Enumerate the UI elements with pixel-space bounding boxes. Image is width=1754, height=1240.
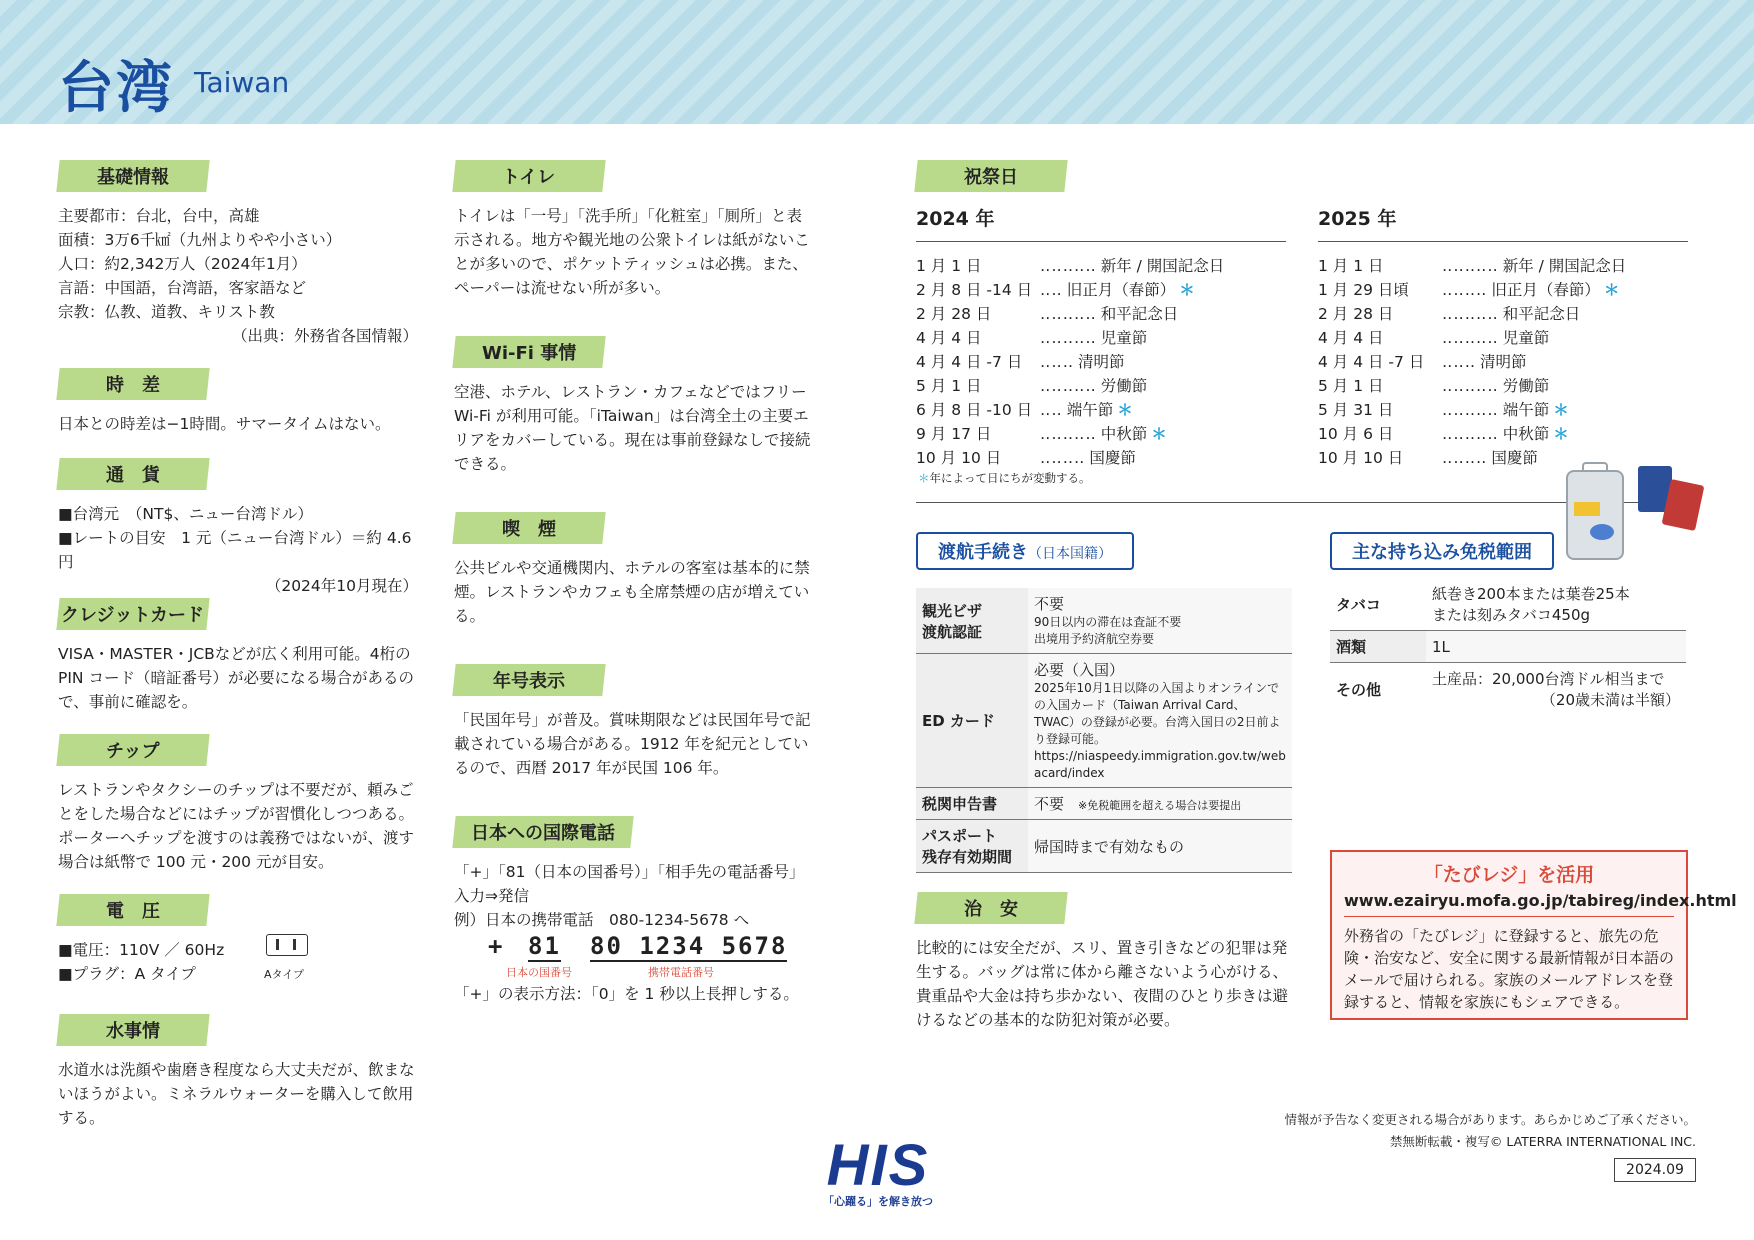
holiday-row: [916, 302, 1286, 326]
basic-row: 人口：約2,342万人（2024年1月）: [58, 255, 307, 273]
phone-line: 「+」「81（日本の国番号）」「相手先の電話番号」: [454, 863, 805, 881]
visa-value: 不要: [1034, 595, 1065, 613]
plug-line: ■プラグ：A タイプ: [58, 965, 196, 983]
variable-date-marker: ＊: [1179, 281, 1195, 299]
phone-cc: 81: [528, 932, 561, 960]
phone-line: 入力⇒発信: [454, 887, 529, 905]
holiday-leader: ‥‥‥‥: [1442, 449, 1488, 467]
holiday-leader: ‥‥‥: [1040, 353, 1075, 371]
holiday-leader: ‥‥‥‥‥: [1442, 329, 1499, 347]
holiday-row: [1318, 326, 1688, 350]
era-tag: 年号表示: [452, 664, 605, 696]
phone-number-label: 携帯電話番号: [648, 966, 714, 979]
voltage-tag: 電 圧: [56, 894, 209, 926]
table-row: [916, 820, 1292, 873]
water-text: 水道水は洗顔や歯磨き程度なら大丈夫だが、飲まないほうがよい。ミネラルウォーターを購入して飲用する。: [58, 1061, 415, 1127]
holiday-row: [916, 326, 1286, 350]
toilet-section: [454, 160, 816, 300]
holiday-date: 1 月 1 日: [916, 257, 982, 275]
toilet-text: トイレは「一号」「洗手所」「化粧室」「厠所」と表示される。地方や観光地の公衆トイレは紙がないことが多いので、ポケットティッシュは必携。また、ペーパーは流せない所が多い。: [454, 207, 810, 297]
era-text: 「民国年号」が普及。賞味期限などは民国年号で記載されている場合がある。1912 年を紀元としているので、西暦 2017 年が民国 106 年。: [454, 711, 811, 777]
tabireg-box: [1330, 850, 1737, 1020]
visa-note: 出境用予約済航空券要: [1034, 632, 1155, 646]
basic-row: 言語：中国語，台湾語，客家語など: [58, 279, 307, 297]
dutyfree-section: [1330, 532, 1686, 715]
dutyfree-table: [1330, 578, 1686, 715]
holiday-leader: ‥‥‥‥‥: [1442, 305, 1499, 323]
currency-tag: 通 貨: [56, 458, 209, 490]
wifi-section: [454, 336, 816, 476]
customs-note: ※免税範囲を超える場合は要提出: [1078, 799, 1242, 812]
security-section: [916, 892, 1292, 1032]
holiday-row: [1318, 278, 1688, 302]
alcohol-header: 酒類: [1330, 631, 1426, 663]
holiday-date: 4 月 4 日 -7 日: [1318, 353, 1425, 371]
timediff-text: 日本との時差は−1時間。サマータイムはない。: [58, 415, 391, 433]
column-1: [58, 160, 418, 348]
other-value: （20歳未満は半額）: [1540, 691, 1680, 709]
version-badge: 2024.09: [1614, 1158, 1696, 1182]
holiday-leader: ‥‥‥: [1442, 353, 1477, 371]
holiday-row: [916, 398, 1286, 422]
page-subtitle: Taiwan: [194, 66, 290, 99]
credit-tag: クレジットカード: [56, 598, 209, 630]
his-logo: [812, 1132, 944, 1209]
timediff-section: [58, 368, 418, 436]
holiday-date: 10 月 6 日: [1318, 425, 1394, 443]
star-icon: ＊: [918, 471, 930, 485]
holiday-name: 国慶節: [1089, 449, 1136, 467]
basic-row: 主要都市：台北，台中，高雄: [58, 207, 260, 225]
holidays-note: ＊年によって日にちが変動する。: [918, 471, 1091, 485]
holiday-name: 端午節: [1066, 401, 1114, 419]
ed-note: 2025年10月1日以降の入国よりオンラインでの入国カード（Taiwan Arrival Card、TWAC）の登録が必要。台湾入国日の2日前より登録可能。: [1034, 681, 1281, 746]
holidays-2024: [916, 204, 1286, 470]
holiday-leader: ‥‥‥‥‥: [1040, 257, 1097, 275]
holiday-name: 端午節: [1502, 401, 1550, 419]
holiday-leader: ‥‥: [1040, 401, 1063, 419]
customs-value: 不要: [1034, 795, 1065, 813]
holiday-row: [1318, 350, 1688, 374]
entry-title: 渡航手続き（日本国籍）: [916, 532, 1134, 570]
holiday-name: 清明節: [1078, 353, 1125, 371]
holiday-date: 10 月 10 日: [1318, 449, 1404, 467]
currency-section: [58, 458, 418, 598]
holidays-2025: [1318, 204, 1688, 470]
basic-source: （出典：外務省各国情報）: [231, 327, 418, 345]
holiday-name: 中秋節: [1502, 425, 1550, 443]
variable-date-marker: ＊: [1553, 401, 1569, 419]
holiday-leader: ‥‥: [1040, 281, 1063, 299]
holiday-name: 国慶節: [1491, 449, 1538, 467]
water-tag: 水事情: [56, 1014, 209, 1046]
basic-info: [58, 204, 418, 348]
holiday-date: 2 月 28 日: [916, 305, 992, 323]
holiday-name: 児童節: [1502, 329, 1550, 347]
phone-tag: 日本への国際電話: [452, 816, 633, 848]
holiday-name: 児童節: [1100, 329, 1148, 347]
holiday-date: 6 月 8 日 -10 日: [916, 401, 1033, 419]
year-2024-title: 2024 年: [916, 204, 1286, 242]
timediff-tag: 時 差: [56, 368, 209, 400]
customs-header: 税関申告書: [916, 788, 1028, 820]
holiday-row: [916, 254, 1286, 278]
holiday-name: 労働節: [1502, 377, 1550, 395]
ed-url: https://niaspeedy.immigration.gov.tw/webacard/index: [1034, 749, 1286, 780]
holiday-date: 5 月 31 日: [1318, 401, 1394, 419]
dutyfree-title: 主な持ち込み免税範囲: [1330, 532, 1554, 570]
page-header: [0, 0, 1754, 124]
table-row: [1330, 631, 1686, 663]
holidays-tag: 祝祭日: [914, 160, 1067, 192]
voltage-section: [58, 894, 418, 986]
phone-section: [454, 816, 816, 1006]
holiday-leader: ‥‥‥‥: [1442, 281, 1488, 299]
holiday-date: 9 月 17 日: [916, 425, 992, 443]
other-header: その他: [1330, 663, 1426, 716]
holiday-name: 新年 / 開国記念日: [1502, 257, 1627, 275]
currency-line: ■レートの目安 1 元（ニュー台湾ドル）＝約 4.6 円: [58, 529, 412, 571]
footer-note: 情報が予告なく変更される場合があります。あらかじめご了承ください。: [1284, 1112, 1696, 1127]
passport-value: 帰国時まで有効なもの: [1028, 820, 1292, 873]
holiday-leader: ‥‥‥‥‥: [1040, 377, 1097, 395]
holiday-row: [1318, 398, 1688, 422]
variable-date-marker: ＊: [1603, 281, 1620, 299]
table-row: [1330, 578, 1686, 631]
holiday-date: 10 月 10 日: [916, 449, 1002, 467]
holiday-date: 2 月 8 日 -14 日: [916, 281, 1033, 299]
holiday-date: 1 月 1 日: [1318, 257, 1384, 275]
holiday-name: 清明節: [1480, 353, 1527, 371]
holiday-date: 4 月 4 日: [916, 329, 982, 347]
era-section: [454, 664, 816, 780]
holiday-row: [916, 374, 1286, 398]
holiday-leader: ‥‥‥‥‥: [1442, 257, 1499, 275]
entry-section: [916, 532, 1292, 873]
holiday-row: [1318, 302, 1688, 326]
holiday-date: 1 月 29 日頃: [1318, 281, 1409, 299]
credit-section: [58, 598, 418, 714]
tobacco-value: または刻みタバコ450g: [1432, 606, 1591, 624]
tabireg-title: 「たびレジ」を活用: [1423, 864, 1595, 886]
holiday-date: 4 月 4 日: [1318, 329, 1384, 347]
security-text: 比較的には安全だが、スリ、置き引きなどの犯罪は発生する。バッグは常に体から離さないよう心がける、貴重品や大金は持ち歩かない、夜間のひとり歩きは避けるなどの基本的な防犯対策が必要。: [916, 939, 1289, 1029]
holiday-row: [1318, 422, 1688, 446]
basic-row: 面積：3万6千㎢（九州よりやや小さい）: [58, 231, 342, 249]
holiday-row: [1318, 446, 1688, 470]
smoking-section: [454, 512, 816, 628]
currency-line: ■台湾元 （NT$、ニュー台湾ドル）: [58, 505, 313, 523]
holiday-row: [1318, 374, 1688, 398]
basic-row: 宗教：仏教、道教、キリスト教: [58, 303, 275, 321]
tobacco-value: 紙巻き200本または葉巻25本: [1432, 585, 1630, 603]
tip-text: レストランやタクシーのチップは不要だが、頼みごとをした場合などにはチップが習慣化しつつある。ポーターへチップを渡すのは義務ではないが、渡す場合は紙幣で 100 元・200 元が目安。: [58, 781, 415, 871]
entry-table: [916, 588, 1292, 873]
plug-a-icon: [266, 934, 308, 956]
tip-section: [58, 734, 418, 874]
holiday-row: [916, 446, 1286, 470]
wifi-text: 空港、ホテル、レストラン・カフェなどではフリーWi-Fi が利用可能。「iTaiwan」は台湾全土の主要エリアをカバーしている。現在は事前登録なしで接続できる。: [454, 383, 811, 473]
voltage-line: ■電圧：110V ／ 60Hz: [58, 941, 225, 959]
holiday-date: 5 月 1 日: [916, 377, 982, 395]
holiday-row: [916, 350, 1286, 374]
holiday-name: 新年 / 開国記念日: [1100, 257, 1225, 275]
holiday-leader: ‥‥‥‥‥: [1040, 305, 1097, 323]
variable-date-marker: ＊: [1151, 425, 1167, 443]
phone-number: 80 1234 5678: [590, 932, 788, 960]
page-title: 台湾: [58, 56, 174, 121]
holiday-list: [916, 254, 1286, 470]
ed-value: 必要（入国）: [1034, 661, 1125, 679]
holiday-leader: ‥‥‥‥‥: [1442, 401, 1499, 419]
holiday-row: [916, 278, 1286, 302]
visa-header: 観光ビザ 渡航認証: [916, 588, 1028, 654]
tabireg-text: 外務省の「たびレジ」に登録すると、旅先の危険・治安など、安全に関する最新情報が日本語のメールで届けられる。家族のメールアドレスを登録すると、情報を家族にもシェアできる。: [1344, 927, 1675, 1011]
holiday-list: [1318, 254, 1688, 470]
visa-note: 90日以内の滞在は査証不要: [1034, 615, 1182, 629]
holiday-leader: ‥‥‥‥‥: [1040, 425, 1097, 443]
phone-plus: +: [488, 932, 505, 960]
variable-date-marker: ＊: [1117, 401, 1133, 419]
logo-text: HIS: [826, 1133, 930, 1198]
phone-line: 例）日本の携帯電話 080-1234-5678 へ: [454, 911, 750, 929]
holiday-name: 和平記念日: [1502, 305, 1581, 323]
holiday-leader: ‥‥‥‥: [1040, 449, 1086, 467]
holiday-date: 2 月 28 日: [1318, 305, 1394, 323]
holiday-leader: ‥‥‥‥‥: [1040, 329, 1097, 347]
table-row: [1330, 663, 1686, 716]
table-row: [916, 588, 1292, 654]
wifi-tag: Wi-Fi 事情: [452, 336, 605, 368]
copyright: 禁無断転載・複写© LATERRA INTERNATIONAL INC.: [1389, 1134, 1696, 1149]
other-value: 土産品：20,000台湾ドル相当まで: [1432, 670, 1665, 688]
holidays-section: [916, 160, 1696, 204]
holiday-row: [916, 422, 1286, 446]
tobacco-header: タバコ: [1330, 578, 1426, 631]
table-row: [916, 788, 1292, 820]
holiday-name: 和平記念日: [1100, 305, 1179, 323]
holiday-name: 旧正月（春節）: [1491, 281, 1600, 299]
logo-slogan: 「心躍る」を解き放つ: [823, 1195, 933, 1208]
phone-note: 「+」の表示方法：「0」を 1 秒以上長押しする。: [454, 985, 799, 1003]
tabireg-url[interactable]: www.ezairyu.mofa.go.jp/tabireg/index.html: [1344, 891, 1674, 917]
variable-date-marker: ＊: [1553, 425, 1569, 443]
tip-tag: チップ: [56, 734, 209, 766]
smoking-tag: 喫 煙: [452, 512, 605, 544]
holiday-name: 旧正月（春節）: [1066, 281, 1176, 299]
plug-label: Aタイプ: [264, 968, 304, 981]
holiday-date: 5 月 1 日: [1318, 377, 1384, 395]
holiday-row: [1318, 254, 1688, 278]
holiday-name: 労働節: [1100, 377, 1148, 395]
currency-date: （2024年10月現在）: [265, 577, 418, 595]
security-tag: 治 安: [914, 892, 1067, 924]
holiday-leader: ‥‥‥‥‥: [1442, 425, 1499, 443]
table-row: [916, 654, 1292, 788]
phone-cc-label: 日本の国番号: [506, 966, 572, 979]
holiday-date: 4 月 4 日 -7 日: [916, 353, 1023, 371]
smoking-text: 公共ビルや交通機関内、ホテルの客室は基本的に禁煙。レストランやカフェも全席禁煙の店が増えている。: [454, 559, 810, 625]
ed-header: ED カード: [916, 654, 1028, 788]
credit-text: VISA・MASTER・JCBなどが広く利用可能。4桁のPIN コード（暗証番号）が必要になる場合があるので、事前に確認を。: [58, 645, 414, 711]
holiday-leader: ‥‥‥‥‥: [1442, 377, 1499, 395]
basic-tag: 基礎情報: [56, 160, 209, 192]
holiday-name: 中秋節: [1100, 425, 1148, 443]
passport-header: パスポート 残存有効期間: [916, 820, 1028, 873]
year-2025-title: 2025 年: [1318, 204, 1688, 242]
alcohol-value: 1L: [1426, 631, 1686, 663]
water-section: [58, 1014, 418, 1130]
phone-example: [488, 932, 816, 982]
toilet-tag: トイレ: [452, 160, 605, 192]
